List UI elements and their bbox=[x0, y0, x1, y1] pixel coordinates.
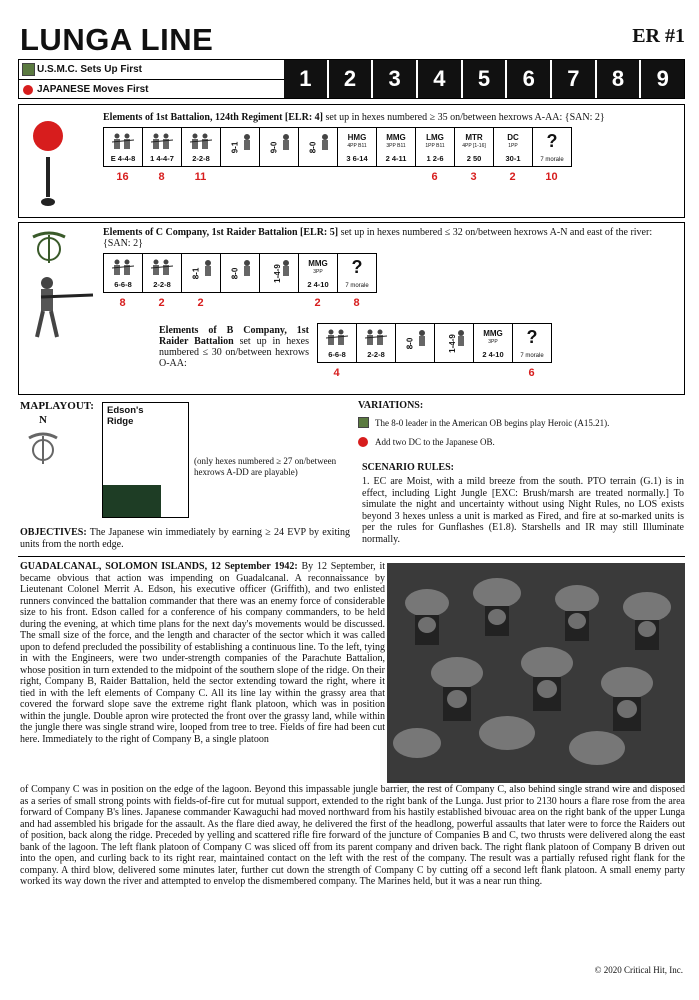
raider_c-counter bbox=[103, 253, 143, 293]
counter-quantity: 2 bbox=[158, 297, 165, 309]
counter-label: 8-0 bbox=[230, 267, 240, 280]
turn-3: 3 bbox=[371, 60, 416, 98]
turn-2: 2 bbox=[327, 60, 372, 98]
raider-c-title bbox=[103, 227, 673, 249]
concealment-mark: ? bbox=[351, 257, 363, 277]
map-board-name: Edson's Ridge bbox=[107, 405, 144, 427]
weapon-label: MMG bbox=[308, 259, 328, 268]
counter-stats: 2 4-10 bbox=[307, 280, 329, 289]
raider-c-counter-row bbox=[103, 253, 376, 293]
counter-quantity: 2 bbox=[509, 171, 516, 183]
variation-1-text: The 8-0 leader in the American OB begins play Heroic (A15.21). bbox=[375, 417, 610, 428]
turn-track bbox=[18, 59, 685, 99]
variation-2-text: Add two DC to the Japanese OB. bbox=[375, 437, 495, 447]
counter-quantity bbox=[473, 367, 512, 379]
counter-label: 6-6-8 bbox=[328, 350, 346, 359]
japanese_ob-counter bbox=[415, 127, 455, 167]
weapon-label: MTR bbox=[465, 133, 483, 142]
japanese-ob-title bbox=[103, 112, 683, 123]
counter-label: 9-0 bbox=[269, 141, 279, 154]
usmc-setup-row bbox=[19, 60, 284, 80]
counter-quantity: 6 bbox=[431, 171, 438, 183]
counter-quantity: 3 bbox=[470, 171, 477, 183]
weapon-label: HMG bbox=[347, 133, 367, 142]
counter-stats: 1 2-6 bbox=[426, 154, 444, 163]
raider-c-title-rest: set up in hexes numbered ≤ 32 on/between hexrows A-N and east of the river: {SAN: 2} bbox=[103, 227, 653, 249]
scenario-rules-heading: SCENARIO RULES: bbox=[362, 462, 454, 473]
weapon-portage: 4PP B11 bbox=[347, 143, 367, 149]
soldiers-photo-graphic bbox=[387, 563, 685, 783]
turn-9: 9 bbox=[639, 60, 684, 98]
variation-1 bbox=[358, 417, 678, 428]
counter-label: 8-0 bbox=[308, 141, 318, 154]
raider-b-title-bold: Elements of B Company, 1st Raider Battalion bbox=[159, 325, 309, 347]
japanese_ob-counter bbox=[493, 127, 533, 167]
counter-quantity bbox=[356, 367, 395, 379]
squad-figure-icon bbox=[112, 133, 134, 151]
counter-quantity: 16 bbox=[116, 171, 129, 183]
counter-quantity bbox=[337, 171, 376, 183]
squad-figure-icon bbox=[326, 329, 348, 347]
counter-quantity bbox=[220, 171, 259, 183]
weapon-label: DC bbox=[507, 133, 519, 142]
history-bottom: of Company C was in position on the edge of the lagoon. Beyond this impassable jungle barrier, the rest of Company C, also behind single strand wire and disposed as a series of small strong points with fields-of-fire cut for mutual support, extended to the right bank of the Lunga. Just prior to 2130 hours a flare rose from the area forward of Company B's lines. Japanese commander Kawaguchi had moved northward from his hastily established bivouac area on the right bank of the upper Lunga and had assembled his brigade for the assault. As the flare died away, he delivered the first of the headlong, powerful assaults that later were to force the Raiders out of position, back along the ridge. Preceded by yelling and scattered rifle fire forward of the juncture of Companies B and C, two thrusts were delivered along the east bank of the lagoon. The left flank platoon of Company C was sliced off from its parent company and driven back. The right flank platoon of Company B driven out into the open, and curling back to its right rear, maintained contact on the left with the rest of the company. The result was a partially refused right flank for the company. A third blow, delivered some minutes later, further cut down the strength of Company C by cutting off a second left flank platoon. A small enemy party worked its way down the river and attempted to envelop the dismembered company. The Marines held, but it was a near run thing. bbox=[20, 784, 685, 887]
raider-b-title bbox=[159, 325, 309, 369]
japanese_ob-counter bbox=[103, 127, 143, 167]
counter-stats: 30-1 bbox=[505, 154, 521, 163]
turn-5: 5 bbox=[461, 60, 506, 98]
raider_b-counter bbox=[395, 323, 435, 363]
counter-quantity bbox=[395, 367, 434, 379]
raider_b-counter bbox=[317, 323, 357, 363]
counter-quantity: 10 bbox=[545, 171, 558, 183]
objectives-text: The Japanese win immediately by earning ≥ 24 EVP by exiting units from the north edge. bbox=[20, 527, 350, 550]
weapon-portage: 1PP B11 bbox=[425, 143, 445, 149]
objectives bbox=[20, 527, 350, 550]
japanese-roundel-icon bbox=[358, 437, 368, 447]
side-setup bbox=[19, 60, 284, 98]
usmc-eagle-globe-anchor-icon bbox=[29, 229, 69, 265]
counter-quantity: 2 bbox=[314, 297, 321, 309]
weapon-portage: 3PP bbox=[488, 339, 498, 345]
japanese_ob-counter bbox=[376, 127, 416, 167]
history-top bbox=[20, 561, 385, 745]
japanese_ob-counter bbox=[259, 127, 299, 167]
raider-b-title-rest: set up in hexes numbered ≤ 30 on/between hexrows O-AA: bbox=[159, 336, 309, 369]
raider_c-counter bbox=[142, 253, 182, 293]
japanese-count-row bbox=[103, 171, 571, 183]
japanese-ob-box bbox=[18, 104, 685, 218]
raider_c-counter bbox=[181, 253, 221, 293]
weapon-portage: 3PP bbox=[313, 269, 323, 275]
squad-figure-icon bbox=[112, 259, 134, 277]
counter-label: 1-4-9 bbox=[447, 334, 457, 353]
variation-2 bbox=[358, 437, 678, 447]
counter-stats: 7 morale bbox=[520, 353, 544, 359]
raider_b-counter bbox=[473, 323, 513, 363]
counter-label: 2-2-8 bbox=[153, 280, 171, 289]
squad-figure-icon bbox=[190, 133, 212, 151]
concealment-mark: ? bbox=[526, 327, 538, 347]
counter-quantity bbox=[259, 297, 298, 309]
scenario-id: ER #1 bbox=[632, 25, 685, 47]
turn-boxes bbox=[284, 60, 684, 98]
raider-soldier-icon bbox=[25, 275, 95, 345]
counter-label: 9-1 bbox=[230, 141, 240, 154]
counter-stats: 2 4-10 bbox=[482, 350, 504, 359]
counter-stats: 7 morale bbox=[540, 157, 564, 163]
japanese_ob-counter bbox=[298, 127, 338, 167]
counter-quantity bbox=[376, 171, 415, 183]
scenario-title: LUNGA LINE bbox=[20, 22, 214, 57]
counter-quantity: 8 bbox=[119, 297, 126, 309]
counter-quantity bbox=[220, 297, 259, 309]
japanese_ob-counter bbox=[181, 127, 221, 167]
objectives-label: OBJECTIVES: bbox=[20, 527, 87, 538]
usmc-setup-label: U.S.M.C. Sets Up First bbox=[37, 64, 143, 75]
raider_b-counter bbox=[356, 323, 396, 363]
counter-stats: 7 morale bbox=[345, 283, 369, 289]
counter-label: 2-2-8 bbox=[367, 350, 385, 359]
squad-figure-icon bbox=[151, 259, 173, 277]
copyright: © 2020 Critical Hit, Inc. bbox=[594, 965, 683, 975]
counter-quantity: 6 bbox=[528, 367, 535, 379]
concealment-mark: ? bbox=[546, 131, 558, 151]
counter-label: 1 4-4-7 bbox=[150, 154, 174, 163]
japanese_ob-counter bbox=[220, 127, 260, 167]
counter-quantity: 8 bbox=[353, 297, 360, 309]
turn-7: 7 bbox=[550, 60, 595, 98]
raider-b-count-row bbox=[317, 367, 551, 379]
counter-label: 6-6-8 bbox=[114, 280, 132, 289]
japanese-roundel-icon bbox=[23, 85, 33, 95]
japanese-flag-icon bbox=[33, 121, 63, 151]
counter-label: 1-4-9 bbox=[272, 264, 282, 283]
weapon-portage: 1PP bbox=[508, 143, 518, 149]
scenario-rules-text: 1. EC are Moist, with a mild breeze from the south. PTO terrain (G.1) is in effect, including Light Jungle [EXC: Brush/marsh are treated normally.] To simulate the night and uncertainty without using Night Rules, no LOS exists beyond 3 hexes unless a unit is marked as Fired, and fire at so-marked units is per the rules for Gunflashes (E1.8). Starshells and IR may still Illuminate normally. bbox=[362, 476, 684, 545]
counter-label: 8-1 bbox=[191, 267, 201, 280]
counter-quantity: 8 bbox=[158, 171, 165, 183]
turn-4: 4 bbox=[416, 60, 461, 98]
usmc-ob-box bbox=[18, 222, 685, 395]
raider_c-counter bbox=[220, 253, 260, 293]
raider_b-counter bbox=[434, 323, 474, 363]
japanese_ob-counter bbox=[142, 127, 182, 167]
raider_c-counter bbox=[337, 253, 377, 293]
counter-quantity: 2 bbox=[197, 297, 204, 309]
counter-stats: 2 4-11 bbox=[385, 154, 407, 163]
weapon-label: MMG bbox=[483, 329, 503, 338]
counter-label: 2-2-8 bbox=[192, 154, 210, 163]
counter-quantity bbox=[259, 171, 298, 183]
raider_c-counter bbox=[298, 253, 338, 293]
counter-quantity bbox=[298, 171, 337, 183]
raider-c-title-bold: Elements of C Company, 1st Raider Battalion [ELR: 5] bbox=[103, 227, 339, 238]
japanese_ob-counter bbox=[337, 127, 377, 167]
variations-heading: VARIATIONS: bbox=[358, 400, 424, 411]
japanese-ob-title-bold: Elements of 1st Battalion, 124th Regiment [ELR: 4] bbox=[103, 112, 323, 123]
japanese-soldiers-photo bbox=[387, 563, 685, 783]
knee-mortar-icon bbox=[41, 157, 55, 207]
weapon-portage: 4PP [1-16] bbox=[462, 143, 486, 149]
japanese-move-label: JAPANESE Moves First bbox=[37, 84, 149, 95]
weapon-label: LMG bbox=[426, 133, 444, 142]
turn-8: 8 bbox=[595, 60, 640, 98]
playable-area bbox=[103, 485, 161, 517]
raider-b-counter-row bbox=[317, 323, 551, 363]
raider-c-count-row bbox=[103, 297, 376, 309]
raider_c-counter bbox=[259, 253, 299, 293]
north-label: N bbox=[39, 414, 47, 426]
counter-quantity: 4 bbox=[333, 367, 340, 379]
raider_b-counter bbox=[512, 323, 552, 363]
usmc-emblem-icon bbox=[22, 63, 35, 76]
history-text-top: By 12 September, it became obvious that action was impending on Guadalcanal. A reconnaissance by Lieutenant Colonel Merrit A. Edson, his executive officer (Griffith), and two enlisted runners convinced the battalion commander that there was an enemy force of considerable size to his front. Edson called for a conference of his company commanders, to be held during the evening, at which time plans for the next day's movements would be discussed. The small size of the force, and the length and character of the sector which it was called upon to defend precluded the possibility of establishing a continuous line. To the left, tying in with the Engineers, were two under-strength companies of the Parachute Battalion, whose position in turn extended to the midpoint of the southern slope of the ridge. On their right, Company B, Raider Battalion, held the sector extending toward the right, where it tied in with the left elements of Company C. All its line lay within the grassy area that covered the forward slope save the extreme right flank platoon, which was in position within the jungle. Double apron wire protected the front over the grassy land, while within the jungle there was single strand wire, looped from tree to tree. Fields of fire had been cut here. Immediately to the right of Company B, a single platoon bbox=[20, 561, 386, 745]
turn-1: 1 bbox=[284, 60, 327, 98]
japanese-ob-title-rest: set up in hexes numbered ≥ 35 on/between hexrows A-AA: {SAN: 2} bbox=[322, 112, 605, 123]
japanese-counter-row bbox=[103, 127, 571, 167]
japanese_ob-counter bbox=[454, 127, 494, 167]
weapon-portage: 3PP B11 bbox=[386, 143, 406, 149]
squad-figure-icon bbox=[365, 329, 387, 347]
counter-stats: 2 50 bbox=[466, 154, 482, 163]
map-board bbox=[102, 402, 189, 518]
usmc-emblem-icon bbox=[358, 417, 369, 428]
counter-stats: 3 6-14 bbox=[346, 154, 368, 163]
japanese-move-row bbox=[19, 80, 284, 99]
counter-quantity bbox=[434, 367, 473, 379]
map-note: (only hexes numbered ≥ 27 on/between hexrows A-DD are playable) bbox=[194, 456, 337, 477]
usmc-emblem-icon bbox=[26, 428, 60, 468]
counter-label: 8-0 bbox=[405, 337, 415, 350]
weapon-label: MMG bbox=[386, 133, 406, 142]
squad-figure-icon bbox=[151, 133, 173, 151]
history-heading: GUADALCANAL, SOLOMON ISLANDS, 12 September 1942: bbox=[20, 561, 298, 572]
section-divider bbox=[18, 556, 685, 557]
counter-quantity: 11 bbox=[194, 171, 207, 183]
map-layout-heading: MAPLAYOUT: bbox=[20, 400, 94, 412]
japanese_ob-counter bbox=[532, 127, 572, 167]
turn-6: 6 bbox=[505, 60, 550, 98]
counter-label: E 4-4-8 bbox=[110, 154, 136, 163]
